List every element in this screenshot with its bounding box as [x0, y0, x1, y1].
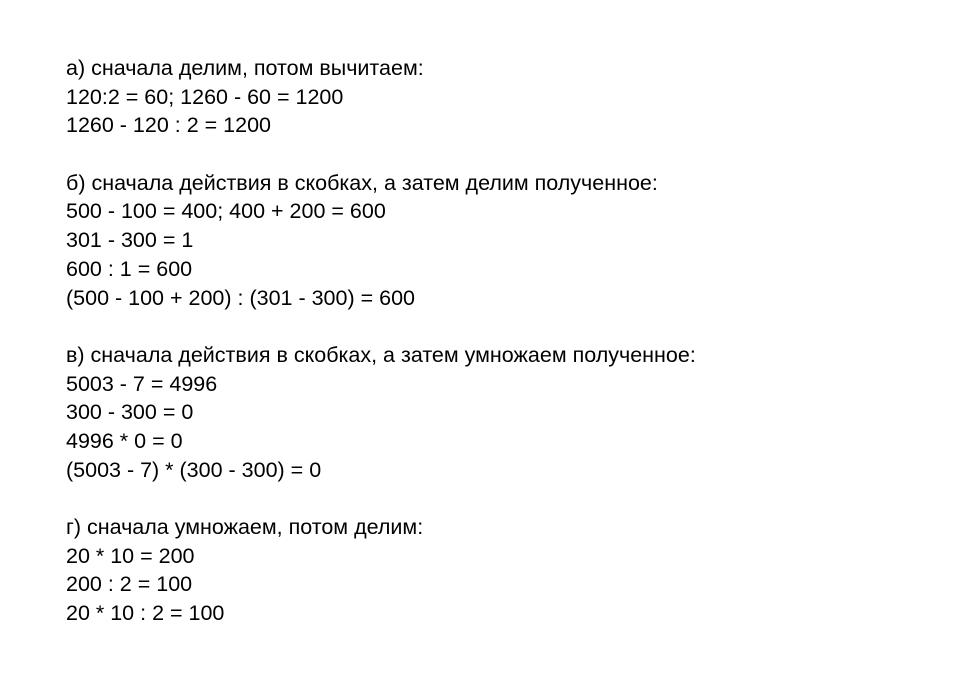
equation-line: (500 - 100 + 200) : (301 - 300) = 600 — [66, 285, 416, 310]
equation-line: (5003 - 7) * (300 - 300) = 0 — [66, 457, 322, 482]
section-v — [66, 341, 946, 484]
equation-line: 300 - 300 = 0 — [66, 400, 194, 425]
document-page — [66, 54, 946, 656]
section-a — [66, 54, 946, 140]
equation-line: 301 - 300 = 1 — [66, 228, 194, 253]
equation-line: 600 : 1 = 600 — [66, 256, 193, 281]
equation-line: 20 * 10 : 2 = 100 — [66, 601, 225, 626]
equation-line: 4996 * 0 = 0 — [66, 428, 183, 453]
section-b — [66, 169, 946, 312]
equation-line: 200 : 2 = 100 — [66, 572, 193, 597]
equation-line: 5003 - 7 = 4996 — [66, 371, 218, 396]
section-heading: а) сначала делим, потом вычитаем: — [66, 56, 424, 80]
section-g — [66, 513, 946, 628]
section-heading: в) сначала действия в скобках, а затем умножаем полученное: — [66, 342, 696, 367]
section-heading: г) сначала умножаем, потом делим: — [66, 515, 424, 539]
section-heading: б) сначала действия в скобках, а затем делим полученное: — [66, 170, 658, 195]
equation-line: 1260 - 120 : 2 = 1200 — [66, 113, 272, 138]
equation-line: 500 - 100 = 400; 400 + 200 = 600 — [66, 199, 386, 224]
equation-line: 20 * 10 = 200 — [66, 543, 195, 568]
equation-line: 120:2 = 60; 1260 - 60 = 1200 — [66, 84, 344, 109]
